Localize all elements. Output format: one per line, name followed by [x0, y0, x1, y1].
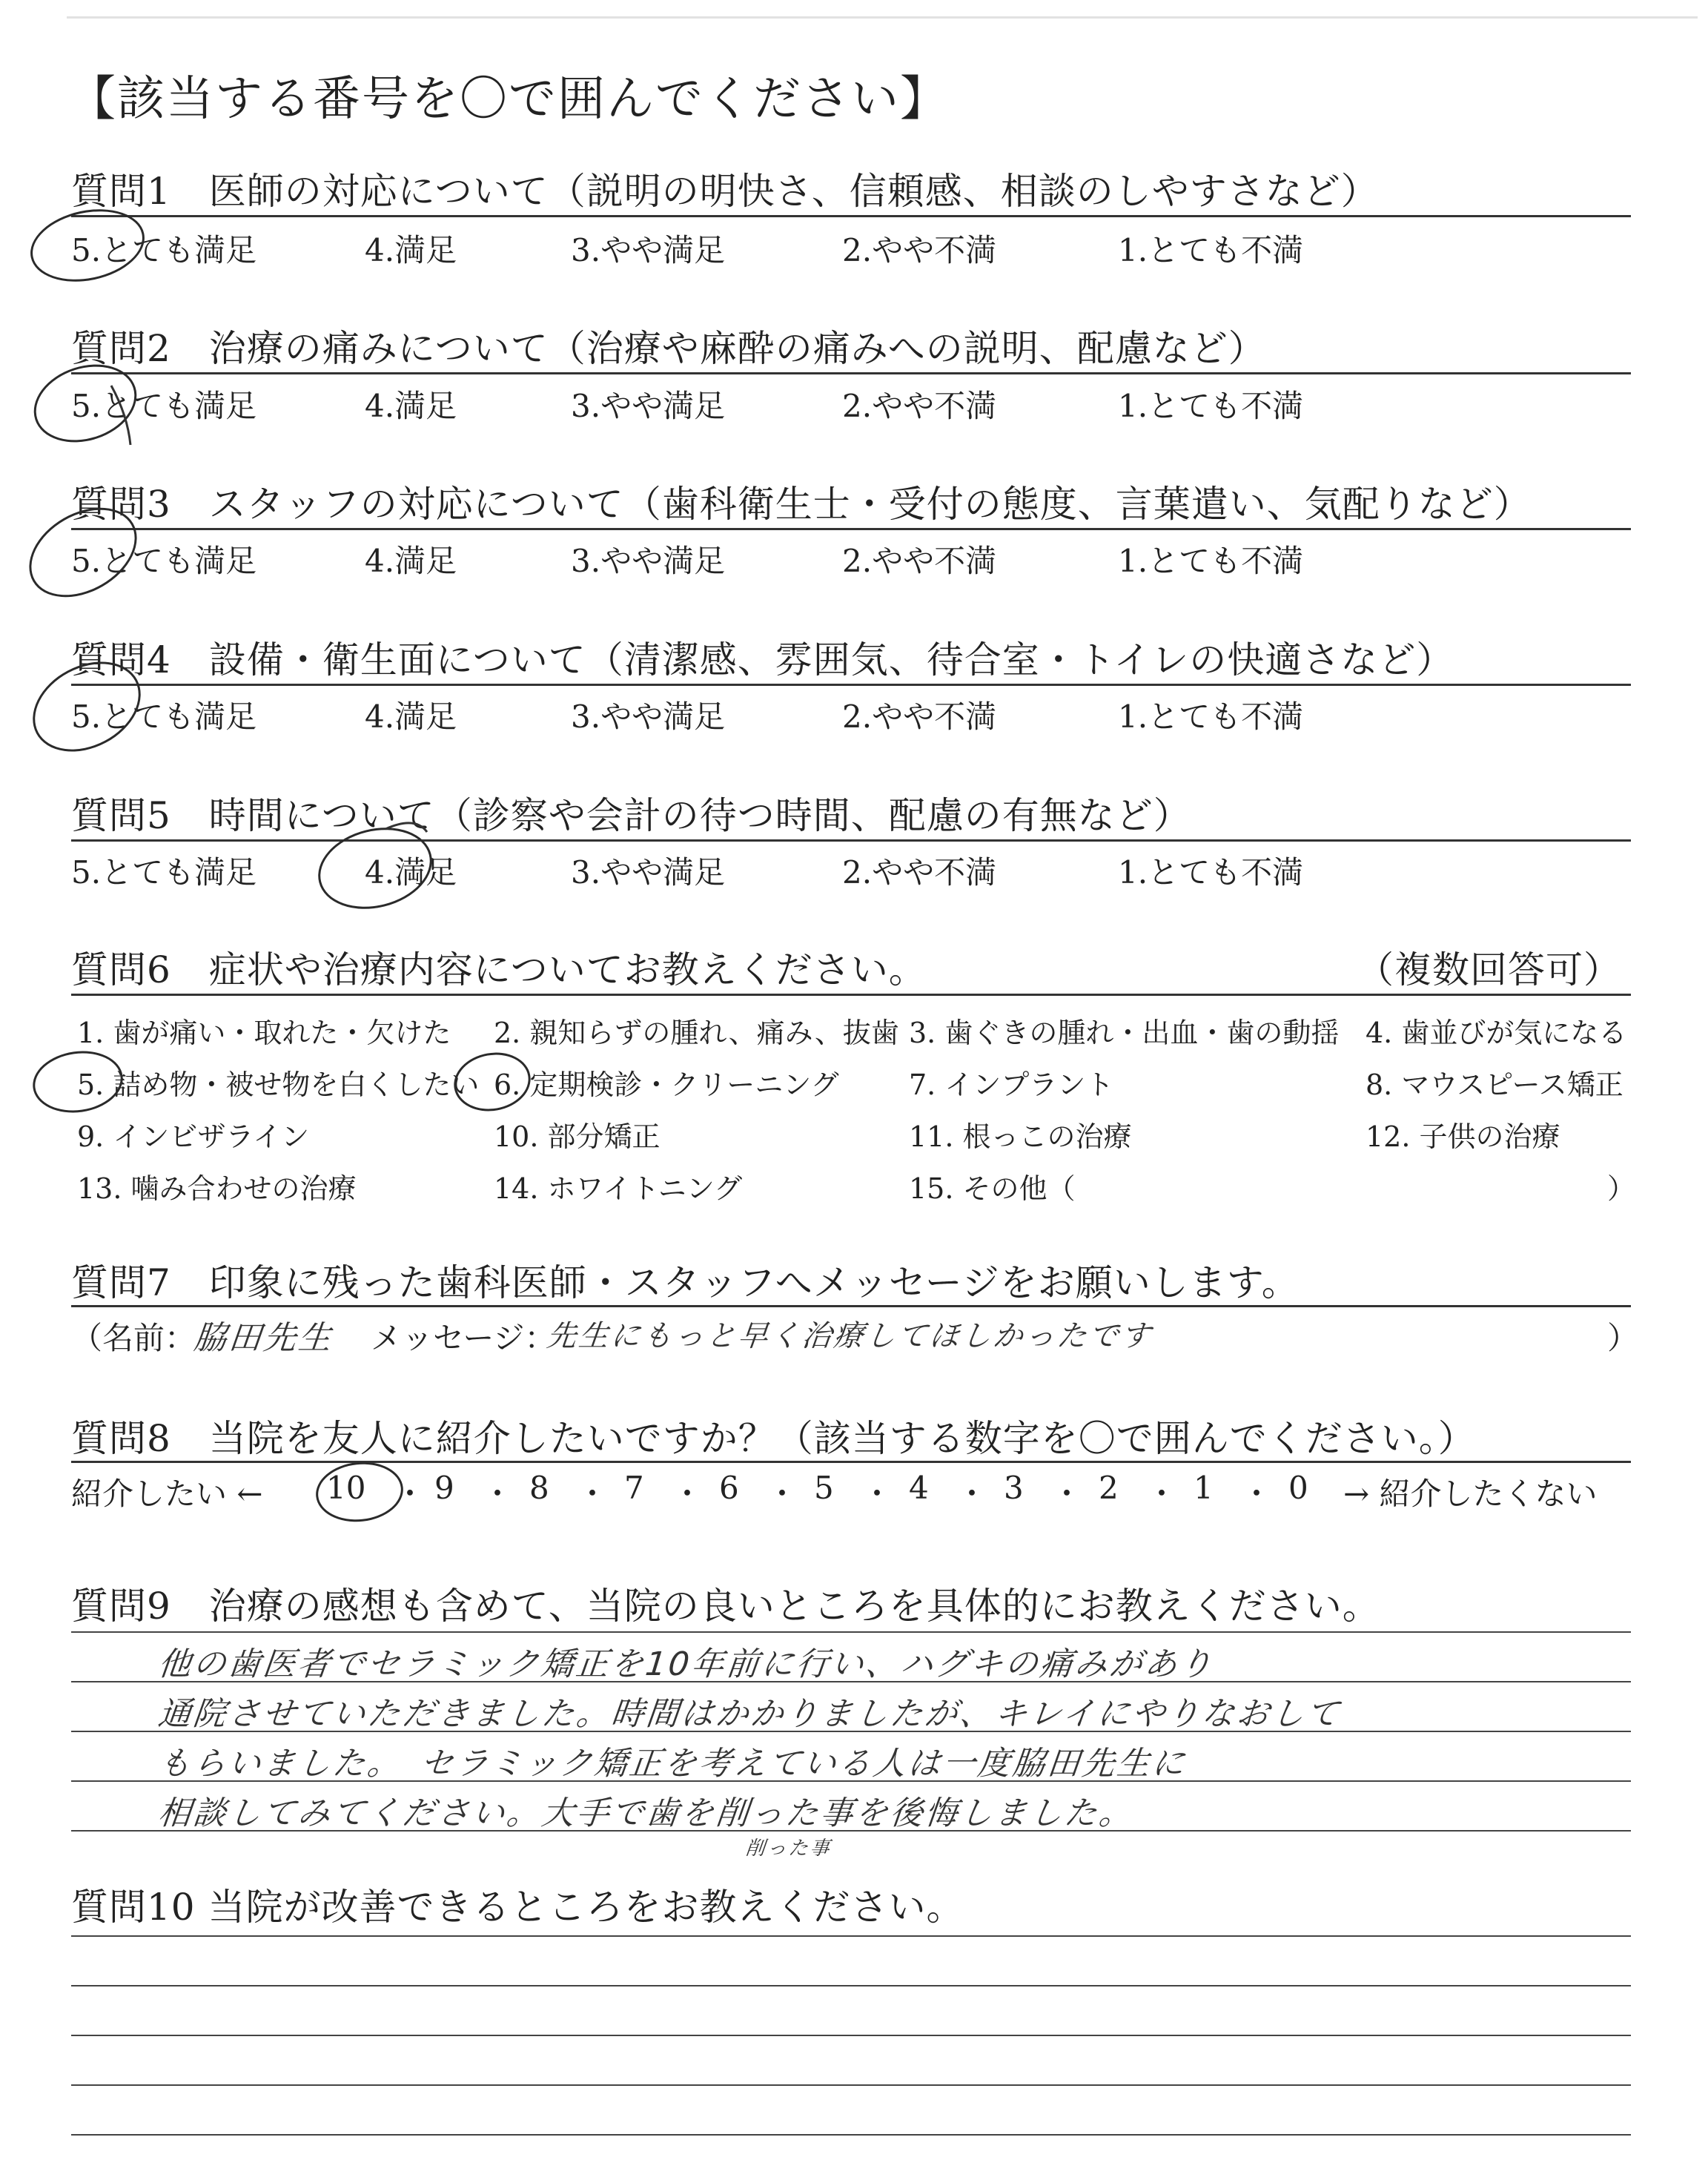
q1-option-3[interactable]: 3.やや満足: [571, 232, 726, 268]
q3-option-2[interactable]: 2.やや不満: [842, 543, 997, 579]
q9-answer-line-2[interactable]: 通院させていただきました。時間はかかりましたが、キレイにやりなおして: [156, 1695, 1343, 1733]
q2-option-2[interactable]: 2.やや不満: [842, 388, 997, 424]
scale-number-7[interactable]: 7: [624, 1470, 644, 1506]
symptom-4[interactable]: 4. 歯並びが気になる: [1366, 1017, 1627, 1049]
scale-number-3[interactable]: 3: [1004, 1470, 1024, 1506]
q2-option-1[interactable]: 1.とても不満: [1118, 388, 1304, 424]
symptom-1[interactable]: 1. 歯が痛い・取れた・欠けた: [77, 1017, 451, 1049]
symptom-8[interactable]: 8. マウスピース矯正: [1366, 1069, 1623, 1101]
q5-option-4[interactable]: 4.満足: [365, 854, 457, 891]
q10-line-4: [71, 2084, 1631, 2086]
q1-option-4[interactable]: 4.満足: [365, 232, 457, 268]
name-label: （名前：: [71, 1320, 196, 1356]
symptom-3[interactable]: 3. 歯ぐきの腫れ・出血・歯の動揺: [909, 1017, 1340, 1049]
question-6-note: （複数回答可）: [1357, 948, 1621, 991]
scale-number-1[interactable]: 1: [1194, 1470, 1214, 1506]
question-3: 質問3 スタッフの対応について（歯科衛生士・受付の態度、言葉遣い、気配りなど）: [71, 483, 1532, 526]
scale-number-10[interactable]: 10: [326, 1470, 366, 1506]
top-border: [67, 16, 1698, 19]
question-2: 質問2 治療の痛みについて（治療や麻酔の痛みへの説明、配慮など）: [71, 327, 1266, 370]
symptom-12[interactable]: 12. 子供の治療: [1366, 1120, 1560, 1153]
question-1-rule: [71, 215, 1631, 217]
question-4: 質問4 設備・衛生面について（清潔感、雰囲気、待合室・トイレの快適さなど）: [71, 638, 1454, 681]
recommend-scale: 10 ・ 9 ・ 8 ・ 7 ・ 6 ・ 5 ・ 4 ・ 3 ・ 2 ・ 1 ・ 0: [326, 1470, 1308, 1512]
q9-line-1: [71, 1631, 1631, 1633]
scale-number-8[interactable]: 8: [529, 1470, 549, 1506]
scale-right-label: → 紹介したくない: [1343, 1476, 1598, 1512]
question-8-rule: [71, 1461, 1631, 1463]
scale-number-6[interactable]: 6: [719, 1470, 739, 1506]
scale-left-label: 紹介したい ←: [71, 1476, 263, 1512]
q6-option6-selected-circle: [449, 1047, 535, 1117]
q2-option-3[interactable]: 3.やや満足: [571, 388, 726, 424]
symptom-15[interactable]: 15. その他（: [909, 1172, 1076, 1205]
q1-option-5[interactable]: 5.とても満足: [71, 232, 257, 268]
page-title: 【該当する番号を〇で囲んでください】: [68, 72, 949, 127]
q8-selected-circle: [313, 1458, 406, 1526]
q1-option-1[interactable]: 1.とても不満: [1118, 232, 1304, 268]
scale-number-0[interactable]: 0: [1288, 1470, 1308, 1506]
q10-line-3: [71, 2035, 1631, 2036]
question-6: 質問6 症状や治療内容についてお教えください。: [71, 948, 927, 991]
scale-number-4[interactable]: 4: [909, 1470, 929, 1506]
q5-option-2[interactable]: 2.やや不満: [842, 854, 997, 891]
symptom-15-close: ）: [1607, 1172, 1636, 1205]
q2-option-4[interactable]: 4.満足: [365, 388, 457, 424]
q1-option-2[interactable]: 2.やや不満: [842, 232, 997, 268]
q4-option-1[interactable]: 1.とても不満: [1118, 698, 1304, 735]
message-close: ）: [1607, 1320, 1639, 1356]
name-value[interactable]: 脇田先生: [191, 1319, 336, 1357]
symptom-14[interactable]: 14. ホワイトニング: [494, 1172, 743, 1205]
q9-answer-line-3[interactable]: もらいました。 セラミック矯正を考えている人は一度脇田先生に: [156, 1745, 1189, 1783]
question-5-rule: [71, 839, 1631, 842]
q3-option-4[interactable]: 4.満足: [365, 543, 457, 579]
q10-line-2: [71, 1985, 1631, 1986]
q6-option5-selected-circle: [29, 1046, 127, 1118]
symptom-2[interactable]: 2. 親知らずの腫れ、痛み、抜歯: [494, 1017, 899, 1049]
question-2-rule: [71, 372, 1631, 374]
q3-option-1[interactable]: 1.とても不満: [1118, 543, 1304, 579]
symptom-9[interactable]: 9. インビザライン: [77, 1120, 310, 1153]
question-7: 質問7 印象に残った歯科医師・スタッフへメッセージをお願いします。: [71, 1261, 1300, 1304]
question-8: 質問8 当院を友人に紹介したいですか？（該当する数字を〇で囲んでください。）: [71, 1417, 1476, 1460]
scale-number-5[interactable]: 5: [814, 1470, 834, 1506]
q9-answer-line-1[interactable]: 他の歯医者でセラミック矯正を10年前に行い、ハグキの痛みがあり: [156, 1645, 1217, 1683]
question-6-rule: [71, 994, 1631, 996]
q5-option-1[interactable]: 1.とても不満: [1118, 854, 1304, 891]
q10-line-5: [71, 2134, 1631, 2136]
question-10: 質問10 当院が改善できるところをお教えください。: [71, 1886, 964, 1929]
question-5: 質問5 時間について（診察や会計の待つ時間、配慮の有無など）: [71, 794, 1191, 837]
scale-number-9[interactable]: 9: [434, 1470, 454, 1506]
symptom-5[interactable]: 5. 詰め物・被せ物を白くしたい: [77, 1069, 480, 1101]
scale-number-2[interactable]: 2: [1099, 1470, 1119, 1506]
question-4-rule: [71, 684, 1631, 686]
q4-option-2[interactable]: 2.やや不満: [842, 698, 997, 735]
q9-answer-line-4[interactable]: 相談してみてください。大手で歯を削った事を後悔しました。: [156, 1794, 1136, 1832]
symptom-11[interactable]: 11. 根っこの治療: [909, 1120, 1132, 1153]
symptom-13[interactable]: 13. 噛み合わせの治療: [77, 1172, 357, 1205]
q10-line-1: [71, 1935, 1631, 1937]
symptom-7[interactable]: 7. インプラント: [909, 1069, 1114, 1101]
question-3-rule: [71, 528, 1631, 530]
message-label: メッセージ：: [371, 1320, 556, 1356]
question-1: 質問1 医師の対応について（説明の明快さ、信頼感、相談のしやすさなど）: [71, 170, 1379, 213]
q3-option-5[interactable]: 5.とても満足: [71, 543, 257, 579]
message-value[interactable]: 先生にもっと早く治療してほしかったです: [545, 1319, 1155, 1353]
q3-option-3[interactable]: 3.やや満足: [571, 543, 726, 579]
question-9: 質問9 治療の感想も含めて、当院の良いところを具体的にお教えください。: [71, 1585, 1380, 1628]
question-7-rule: [71, 1305, 1631, 1307]
q4-option-4[interactable]: 4.満足: [365, 698, 457, 735]
q5-option-5[interactable]: 5.とても満足: [71, 854, 257, 891]
q5-option-3[interactable]: 3.やや満足: [571, 854, 726, 891]
symptom-6[interactable]: 6. 定期検診・クリーニング: [494, 1069, 839, 1101]
symptom-10[interactable]: 10. 部分矯正: [494, 1120, 661, 1153]
q4-option-3[interactable]: 3.やや満足: [571, 698, 726, 735]
q9-margin-note: 削った事: [744, 1837, 833, 1860]
q2-option-5[interactable]: 5.とても満足: [71, 388, 257, 424]
q4-option-5[interactable]: 5.とても満足: [71, 698, 257, 735]
